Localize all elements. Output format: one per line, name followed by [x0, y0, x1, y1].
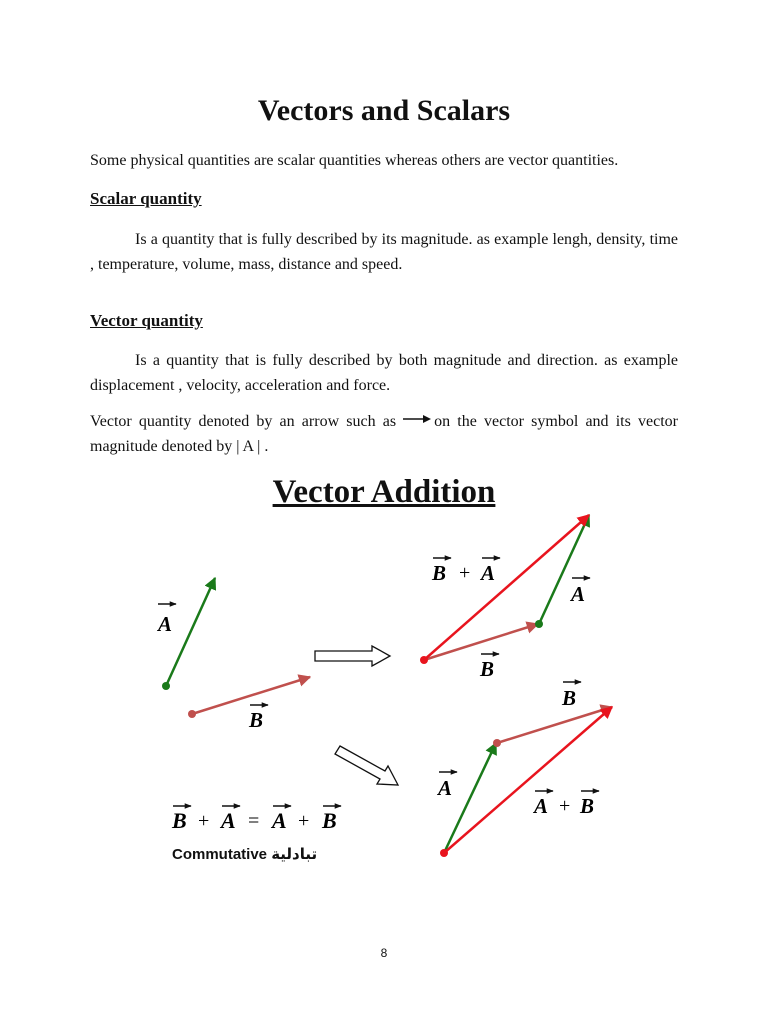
label-a-sum: A	[481, 561, 496, 585]
vector-b-second	[497, 707, 612, 743]
separate-vectors-group	[156, 578, 310, 732]
vector-a-second	[539, 515, 589, 624]
eq-b1: B	[172, 808, 187, 833]
label-a-sum2: A	[534, 794, 549, 818]
hollow-arrow-down-right-icon	[335, 746, 398, 785]
eq-a2: A	[272, 808, 287, 833]
vector-b-second-tail	[493, 739, 501, 747]
label-plus-bottom: +	[559, 795, 571, 817]
vector-a-separate	[166, 578, 215, 686]
label-b-sum2: B	[580, 794, 595, 818]
label-b: B	[249, 708, 264, 732]
eq-a1: A	[221, 808, 236, 833]
resultant-b-plus-a	[424, 515, 589, 660]
eq-b2: B	[322, 808, 337, 833]
vector-a-second-tail	[535, 620, 543, 628]
label-plus-top: +	[459, 562, 471, 584]
arrow-symbol-icon	[402, 413, 432, 425]
intro-paragraph: Some physical quantities are scalar quantities whereas others are vector quantities.	[90, 152, 619, 169]
page-number: 8	[380, 946, 388, 960]
notation-text-after: on the vector symbol and its vector magnitude denoted by | A | .	[90, 413, 678, 455]
label-a-top: A	[571, 582, 586, 606]
commutative-equation	[171, 806, 341, 833]
commutative-caption: Commutative تبادلية	[172, 846, 318, 863]
vector-addition-diagram	[0, 500, 768, 900]
vector-addition-title: Vector Addition	[272, 474, 496, 510]
scalar-definition: Is a quantity that is fully described by its magnitude. as example lengh, density, time , temperature, volume, mass, distance and speed.	[90, 231, 678, 273]
label-b-sum: B	[432, 561, 447, 585]
notation-text-before: Vector quantity denoted by an arrow such as	[90, 413, 397, 430]
hollow-arrow-right-icon	[315, 646, 390, 666]
eq-plus2: +	[298, 810, 310, 832]
a-plus-b-triangle	[436, 682, 612, 857]
vector-a-tail-point	[162, 682, 170, 690]
resultant-a-plus-b	[444, 707, 612, 853]
scalar-heading: Scalar quantity	[90, 189, 202, 208]
page-title: Vectors and Scalars	[257, 94, 511, 127]
eq-equals: =	[248, 810, 260, 832]
vector-heading: Vector quantity	[90, 311, 203, 330]
vector-b-tail-point	[188, 710, 196, 718]
label-b-top: B	[480, 657, 495, 681]
eq-plus1: +	[198, 810, 210, 832]
label-a-bottom: A	[438, 776, 453, 800]
vector-notation-paragraph	[90, 409, 678, 459]
label-a: A	[158, 612, 173, 636]
b-plus-a-triangle	[420, 515, 590, 681]
label-b-bottom: B	[562, 686, 577, 710]
vector-definition: Is a quantity that is fully described by both magnitude and direction. as example displacement , velocity, acceleration and force.	[90, 352, 678, 394]
